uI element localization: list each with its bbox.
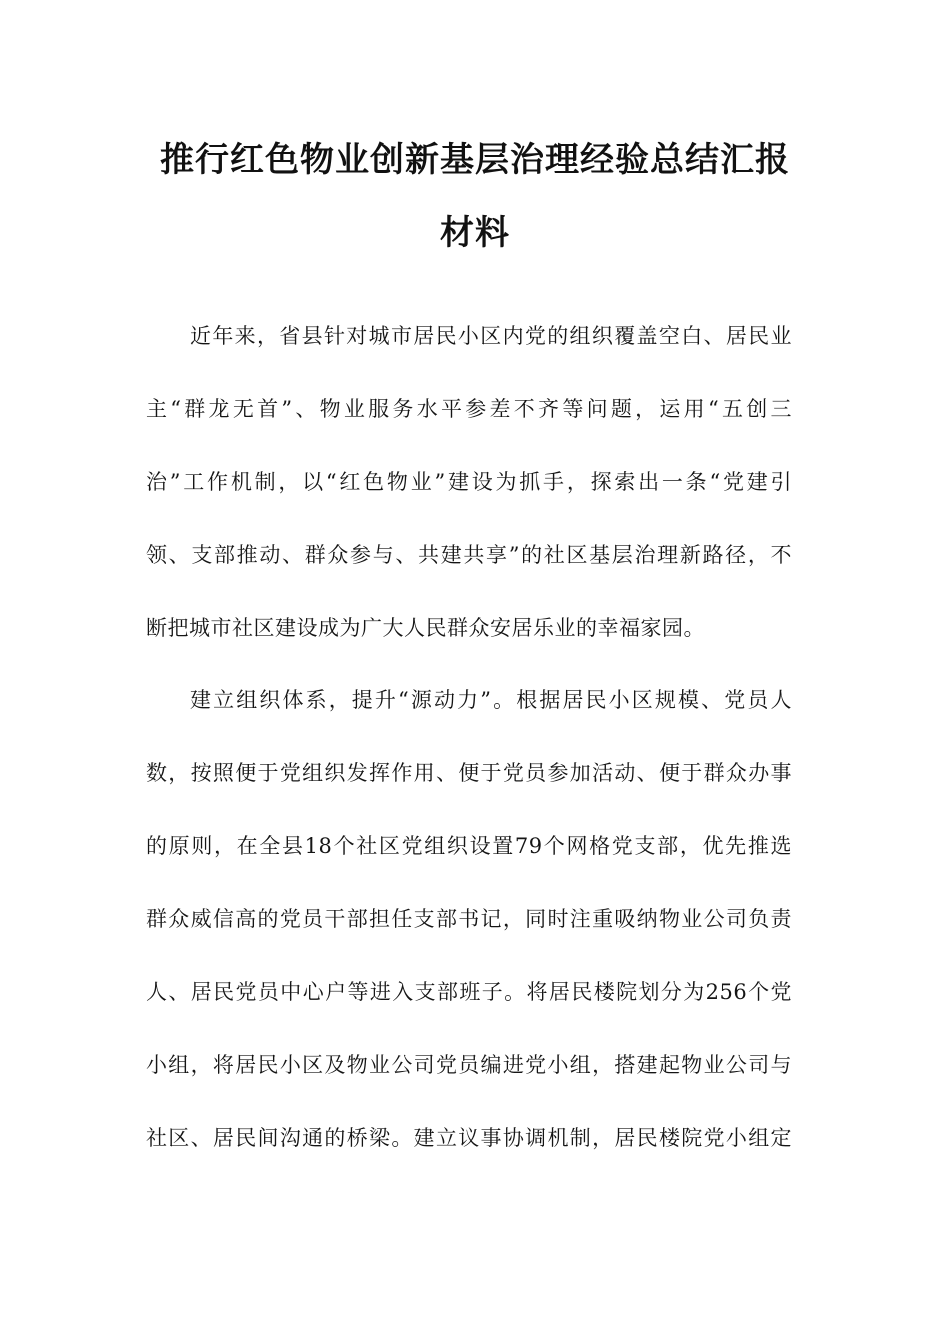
paragraph-line: 小组，将居民小区及物业公司党员编进党小组，搭建起物业公司与 [146, 1053, 792, 1077]
paragraph-line: 社区、居民间沟通的桥梁。建立议事协调机制，居民楼院党小组定 [146, 1126, 792, 1150]
paragraph-line: 数，按照便于党组织发挥作用、便于党员参加活动、便于群众办事 [146, 761, 792, 785]
paragraph-line: 治”工作机制，以“红色物业”建设为抓手，探索出一条“党建引 [146, 470, 792, 494]
paragraph-line: 近年来，省县针对城市居民小区内党的组织覆盖空白、居民业 [190, 324, 792, 348]
paragraph-line: 主“群龙无首”、物业服务水平参差不齐等问题，运用“五创三 [146, 397, 792, 421]
document-title-line-2: 材料 [440, 213, 510, 253]
paragraph-line: 人、居民党员中心户等进入支部班子。将居民楼院划分为256个党 [146, 980, 792, 1004]
paragraph-line: 建立组织体系，提升“源动力”。根据居民小区规模、党员人 [190, 688, 792, 712]
paragraph-line: 群众威信高的党员干部担任支部书记，同时注重吸纳物业公司负责 [146, 907, 792, 931]
paragraph-line: 断把城市社区建设成为广大人民群众安居乐业的幸福家园。 [146, 616, 705, 640]
document-title-line-1: 推行红色物业创新基层治理经验总结汇报 [160, 140, 790, 180]
paragraph-line: 领、支部推动、群众参与、共建共享”的社区基层治理新路径，不 [146, 543, 792, 567]
paragraph-line: 的原则，在全县18个社区党组织设置79个网格党支部，优先推选 [146, 834, 792, 858]
